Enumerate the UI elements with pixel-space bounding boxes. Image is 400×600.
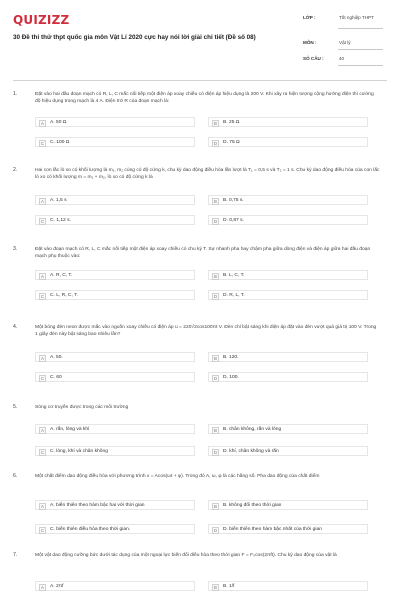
question-text: Đặt vào hai đầu đoạn mạch có R, L, C mắc nối tiếp một điện áp xoay chiều có điện áp hiệu dụng là 200 V. Khi xảy ra hiện tượng cộng hưởng điện thì cường độ hiệu dụng trong mạch là 4 A. Điện trở R của đoạn mạch là: xyxy=(35,92,374,105)
option-d[interactable] xyxy=(208,290,368,300)
question-text: Hai con lắc lò xo có khối lượng là m₁, m₂ cùng có độ cứng k, chu kỳ dao động điều hòa lần lượt là T₁ = 0,5 s và T₂ = 1 s. Chu kỳ dao động điều hòa của con lắc lò xo có khối lượng m = m₁ + m₂, lò xo có độ cứng k là xyxy=(35,168,380,181)
option-text: A. rắn, lỏng và khí xyxy=(50,427,90,432)
option-text: B. 1/f xyxy=(223,584,235,589)
option-b[interactable] xyxy=(208,424,368,434)
class-value: Tốt nghiệp THPT xyxy=(339,15,374,20)
option-c[interactable] xyxy=(35,137,195,147)
option-letter: B xyxy=(212,198,219,205)
option-text: D. khí, chân không và rắn xyxy=(223,449,279,454)
question-number: 2. xyxy=(13,167,18,173)
class-label: LỚP : xyxy=(303,15,316,20)
option-letter: B xyxy=(212,584,219,591)
option-letter: C xyxy=(40,527,45,533)
question-number: 6. xyxy=(13,473,18,479)
count-value: 40 xyxy=(339,56,345,61)
option-letter: A xyxy=(39,273,46,280)
option-c[interactable] xyxy=(35,372,195,382)
option-text: D. R, L, T. xyxy=(223,293,245,298)
option-text: D. 75 Ω xyxy=(223,140,240,145)
option-letter: C xyxy=(40,449,45,455)
option-c[interactable] xyxy=(35,446,195,456)
option-text: B. 120. xyxy=(223,355,239,360)
option-b[interactable] xyxy=(208,270,368,280)
option-letter: A xyxy=(39,198,46,205)
option-c[interactable] xyxy=(35,215,195,225)
option-text: B. chân không, rắn và lỏng xyxy=(223,427,282,432)
question-text: Một chất điểm dao động điều hòa với phương trình x = Acos(ωt + φ). Trong đó A, ω, φ là các hằng số. Pha dao động của chất điểm xyxy=(35,474,320,479)
option-letter: B xyxy=(212,273,219,280)
option-d[interactable] xyxy=(208,215,368,225)
option-d[interactable] xyxy=(208,524,368,534)
option-letter: A xyxy=(39,503,46,510)
option-b[interactable] xyxy=(208,581,368,591)
option-d[interactable] xyxy=(208,446,368,456)
question-text: Một vật dao động cưỡng bức dưới tác dụng của một ngoại lực biến đổi điều hòa theo thời gian F = F₀cos(2πft). Chu kỳ dao động của vật là xyxy=(35,553,337,558)
option-letter: D xyxy=(213,218,218,224)
option-letter: C xyxy=(40,375,45,381)
option-letter: D xyxy=(213,375,218,381)
option-letter: B xyxy=(212,503,219,510)
option-text: C. lỏng, khí và chân không xyxy=(50,449,108,454)
question-number: 1. xyxy=(13,91,18,97)
option-c[interactable] xyxy=(35,290,195,300)
subject-value: Vật lý xyxy=(339,40,351,45)
option-letter: C xyxy=(40,218,45,224)
option-b[interactable] xyxy=(208,195,368,205)
subject-label: MÔN : xyxy=(303,40,317,45)
option-text: A. 50 Ω xyxy=(50,120,67,125)
option-text: A. biến thiên theo hàm bậc hai với thời gian xyxy=(50,503,145,508)
option-d[interactable] xyxy=(208,372,368,382)
option-a[interactable] xyxy=(35,424,195,434)
option-letter: A xyxy=(39,120,46,127)
option-text: A. 50. xyxy=(50,355,63,360)
option-text: D. 100. xyxy=(223,375,239,380)
option-letter: D xyxy=(213,449,218,455)
option-text: D. 0,87 s. xyxy=(223,218,244,223)
option-letter: D xyxy=(213,140,218,146)
option-letter: B xyxy=(212,120,219,127)
option-b[interactable] xyxy=(208,352,368,362)
option-letter: A xyxy=(39,427,46,434)
option-letter: A xyxy=(39,355,46,362)
option-text: B. L, C, T. xyxy=(223,273,245,278)
option-text: C. biến thiên điều hòa theo thời gian. xyxy=(50,527,131,532)
question-number: 5. xyxy=(13,404,18,410)
option-text: D. biến thiên theo hàm bậc nhất của thời gian xyxy=(223,527,322,532)
option-text: C. 1,12 s. xyxy=(50,218,71,223)
option-b[interactable] xyxy=(208,500,368,510)
header-divider xyxy=(13,80,387,81)
option-letter: C xyxy=(40,140,45,146)
option-text: C. 100 Ω xyxy=(50,140,70,145)
option-text: A. R, C, T. xyxy=(50,273,73,278)
option-text: A. 2πf xyxy=(50,584,64,589)
option-text: B. 0,75 s. xyxy=(223,198,244,203)
option-a[interactable] xyxy=(35,270,195,280)
option-a[interactable] xyxy=(35,195,195,205)
quizizz-logo: QUIZIZZ xyxy=(13,13,70,27)
option-a[interactable] xyxy=(35,581,195,591)
option-text: B. không đổi theo thời gian xyxy=(223,503,282,508)
option-letter: B xyxy=(212,427,219,434)
option-a[interactable] xyxy=(35,352,195,362)
option-text: C. 60 xyxy=(50,375,62,380)
count-label: SỐ CÂU : xyxy=(303,56,324,61)
question-text: Sóng cơ truyền được trong các môi trường xyxy=(35,405,129,410)
option-text: C. L, R, C, T. xyxy=(50,293,78,298)
option-letter: D xyxy=(213,527,218,533)
document-title: 30 Đề thi thử thpt quốc gia môn Vật Lí 2020 cực hay nói lời giải chi tiết (Đề số 08) xyxy=(13,34,256,41)
option-letter: D xyxy=(213,293,218,299)
option-text: B. 25 Ω xyxy=(223,120,240,125)
option-letter: B xyxy=(212,355,219,362)
question-text: Một bóng đèn neon được mắc vào nguồn xoay chiều có điện áp u = 220√2cos100πt V. Đèn chỉ bật sáng khi điện áp đặt vào đèn vượt quá giá trị 100 V. Trong 1 giây đèn này bật sáng bao nhiêu lần? xyxy=(35,325,377,338)
option-a[interactable] xyxy=(35,117,195,127)
option-a[interactable] xyxy=(35,500,195,510)
option-b[interactable] xyxy=(208,117,368,127)
option-c[interactable] xyxy=(35,524,195,534)
question-number: 7. xyxy=(13,552,18,558)
question-text: Đặt vào đoạn mạch có R, L, C mắc nối tiếp một điện áp xoay chiều có chu kỳ T. Sự nhanh pha hay chậm pha giữa dòng điện và điện áp giữa hai đầu đoạn mạch phụ thuộc vào: xyxy=(35,247,371,260)
question-number: 4. xyxy=(13,324,18,330)
option-letter: C xyxy=(40,293,45,299)
option-text: A. 1,5 s xyxy=(50,198,67,203)
option-d[interactable] xyxy=(208,137,368,147)
option-letter: A xyxy=(39,584,46,591)
question-number: 3. xyxy=(13,246,18,252)
